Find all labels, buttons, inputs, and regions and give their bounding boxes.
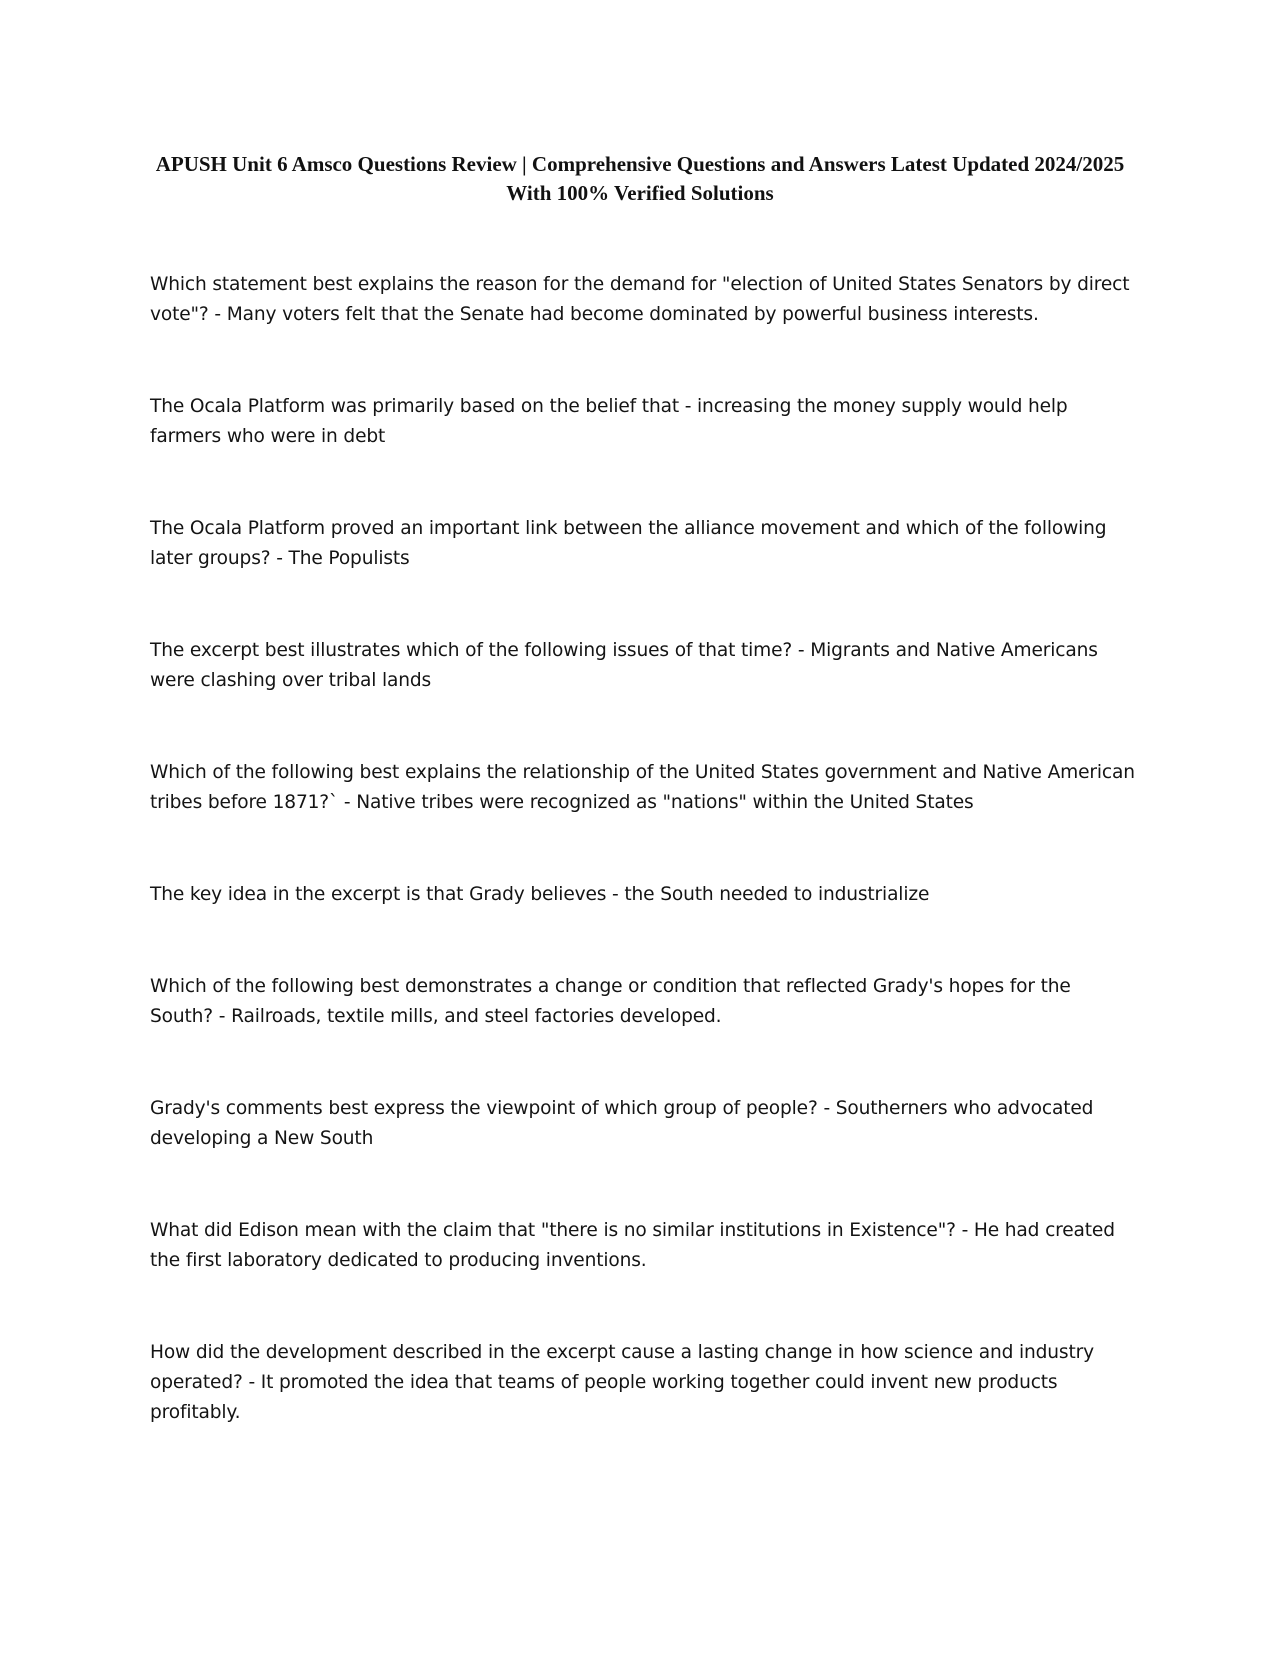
- qa-item: [150, 514, 1135, 574]
- qa-item: [150, 1216, 1135, 1276]
- qa-item: [150, 1094, 1135, 1154]
- qa-text: Grady's comments best express the viewpoint of which group of people? - Southerners who advocated developing a New South: [150, 1098, 1094, 1149]
- qa-item: [150, 758, 1135, 818]
- document-title: APUSH Unit 6 Amsco Questions Review | Comprehensive Questions and Answers Latest Updated 2024/2025 With 100% Verified Solutions: [155, 152, 1125, 205]
- qa-list: [150, 270, 1135, 1490]
- qa-item: [150, 880, 1135, 910]
- qa-item: [150, 270, 1135, 330]
- qa-text: Which of the following best demonstrates a change or condition that reflected Grady's hopes for the South? - Railroads, textile mills, and steel factories developed.: [150, 976, 1071, 1027]
- qa-item: [150, 392, 1135, 452]
- qa-text: The key idea in the excerpt is that Grady believes - the South needed to industrialize: [150, 884, 930, 905]
- qa-text: Which statement best explains the reason for the demand for "election of United States Senators by direct vote"? - Many voters felt that the Senate had become dominated by powerful business interests.: [150, 274, 1130, 325]
- qa-text: Which of the following best explains the relationship of the United States government and Native American tribes before 1871?` - Native tribes were recognized as "nations" within the United States: [150, 762, 1135, 813]
- qa-text: The Ocala Platform was primarily based on the belief that - increasing the money supply would help farmers who were in debt: [150, 396, 1068, 447]
- qa-item: [150, 636, 1135, 696]
- qa-text: The excerpt best illustrates which of the following issues of that time? - Migrants and Native Americans were clashing over tribal lands: [150, 640, 1098, 691]
- qa-text: The Ocala Platform proved an important link between the alliance movement and which of the following later groups? - The Populists: [150, 518, 1107, 569]
- qa-item: [150, 1338, 1135, 1428]
- qa-item: [150, 972, 1135, 1032]
- qa-text: What did Edison mean with the claim that "there is no similar institutions in Existence"? - He had created the first laboratory dedicated to producing inventions.: [150, 1220, 1115, 1271]
- qa-text: How did the development described in the excerpt cause a lasting change in how science and industry operated? - It promoted the idea that teams of people working together could invent new products profitably.: [150, 1342, 1094, 1423]
